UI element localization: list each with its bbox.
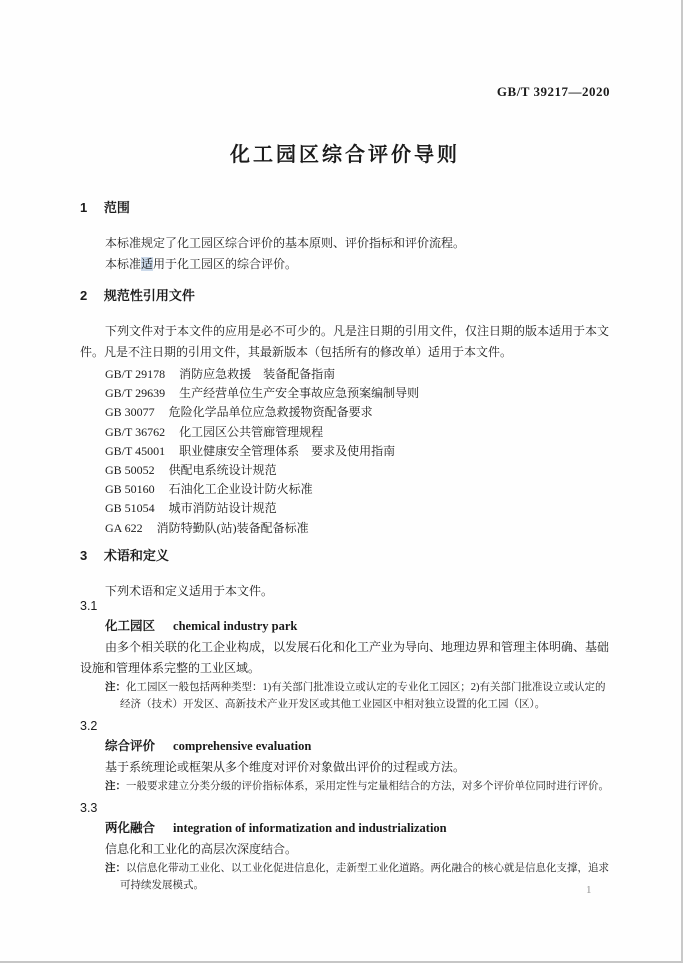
- term-heading: [105, 738, 610, 754]
- section-3-heading: [80, 548, 610, 564]
- reference-title: 化工园区公共管廊管理规程: [179, 424, 324, 439]
- section-2-number: 2: [80, 288, 88, 303]
- reference-title: 危险化学品单位应急救援物资配备要求: [168, 405, 373, 420]
- reference-item: [105, 480, 610, 499]
- term-definition: 信息化和工业化的高层次深度结合。: [105, 841, 298, 856]
- reference-code: GB/T 45001: [105, 443, 166, 458]
- term-3-2: [80, 719, 610, 795]
- section-1-heading: [80, 200, 610, 216]
- reference-code: GB 50052: [105, 463, 155, 478]
- reference-title: 石油化工企业设计防火标准: [168, 482, 313, 497]
- reference-title: 生产经营单位生产安全事故应急预案编制导则: [179, 386, 420, 401]
- reference-title: 职业健康安全管理体系 要求及使用指南: [179, 443, 396, 458]
- term-3-1: [80, 599, 610, 713]
- note-label: 注：: [105, 680, 126, 693]
- reference-item: [105, 519, 610, 538]
- reference-item: [105, 403, 610, 422]
- term-note: [105, 860, 610, 894]
- document-title: 化工园区综合评价导则: [230, 144, 460, 166]
- section-1-number: 1: [80, 200, 88, 215]
- term-definition: 由多个相关联的化工企业构成，以发展石化和化工产业为导向、地理边界和管理主体明确、基础设施和管理体系完整的工业区域。: [80, 639, 610, 675]
- reference-code: GB/T 36762: [105, 424, 166, 439]
- term-name-en: comprehensive evaluation: [173, 738, 312, 753]
- note-text: 一般要求建立分类分级的评价指标体系，采用定性与定量相结合的方法，对多个评价单位同时进行评价。: [126, 780, 609, 792]
- scope-paragraph-1: 本标准规定了化工园区综合评价的基本原则、评价指标和评价流程。: [105, 236, 466, 250]
- references-intro: 下列文件对于本文件的应用是必不可少的。凡是注日期的引用文件，仅注日期的版本适用于本文件。凡是不注日期的引用文件，其最新版本（包括所有的修改单）适用于本文件。: [80, 324, 610, 359]
- note-label: 注：: [105, 861, 126, 874]
- scope-paragraph-2: [80, 254, 610, 275]
- reference-item: [105, 423, 610, 442]
- reference-code: GA 622: [105, 520, 143, 535]
- reference-code: GB 51054: [105, 501, 155, 516]
- reference-title: 消防应急救援 装备配备指南: [179, 367, 336, 381]
- reference-code: GB/T 29178: [105, 367, 166, 381]
- term-3-3: [80, 801, 610, 894]
- section-2-heading: [80, 288, 610, 304]
- reference-title: 供配电系统设计规范: [168, 463, 277, 478]
- reference-title: 消防特勤队(站)装备配备标准: [156, 520, 309, 535]
- note-label: 注：: [105, 779, 126, 792]
- term-heading: [105, 820, 610, 836]
- reference-code: GB 30077: [105, 405, 155, 420]
- section-3-title: 术语和定义: [103, 547, 169, 563]
- term-name-zh: 综合评价: [105, 738, 156, 753]
- term-heading: [105, 618, 610, 634]
- term-note: [105, 778, 610, 795]
- note-text: 以信息化带动工业化、以工业化促进信息化，走新型工业化道路。两化融合的核心就是信息化支撑，追求可持续发展模式。: [120, 862, 609, 891]
- reference-item: [105, 442, 610, 461]
- term-number: 3.2: [80, 718, 98, 733]
- reference-code: GB/T 29639: [105, 386, 166, 401]
- standard-number: GB/T 39217—2020: [496, 84, 610, 99]
- section-2-title: 规范性引用文件: [103, 288, 195, 303]
- term-name-zh: 两化融合: [105, 820, 156, 835]
- reference-code: GB 50160: [105, 482, 155, 497]
- reference-item: [105, 365, 610, 384]
- reference-list: [80, 365, 610, 538]
- terms-intro: 下列术语和定义适用于本文件。: [105, 583, 274, 598]
- term-name-zh: 化工园区: [105, 618, 156, 633]
- section-3-number: 3: [80, 547, 88, 563]
- page-number: 1: [586, 884, 592, 896]
- highlighted-character: 适: [141, 257, 154, 271]
- term-name-en: integration of informatization and industrialization: [173, 820, 447, 835]
- reference-item: [105, 461, 610, 480]
- term-number: 3.1: [80, 598, 98, 613]
- reference-title: 城市消防站设计规范: [168, 501, 277, 516]
- term-note: [105, 679, 610, 713]
- term-definition: 基于系统理论或框架从多个维度对评价对象做出评价的过程或方法。: [105, 759, 466, 774]
- term-number: 3.3: [80, 800, 98, 815]
- text-segment: 本标准: [105, 257, 142, 271]
- reference-item: [105, 384, 610, 403]
- note-text: 化工园区一般包括两种类型：1)有关部门批准设立或认定的专业化工园区；2)有关部门批准设立或认定的经济（技术）开发区、高新技术产业开发区或其他工业园区中相对独立设置的化工园（区）。: [120, 681, 606, 710]
- term-name-en: chemical industry park: [173, 618, 298, 633]
- section-1-title: 范围: [103, 200, 130, 215]
- text-segment: 用于化工园区的综合评价。: [153, 257, 298, 271]
- reference-item: [105, 499, 610, 518]
